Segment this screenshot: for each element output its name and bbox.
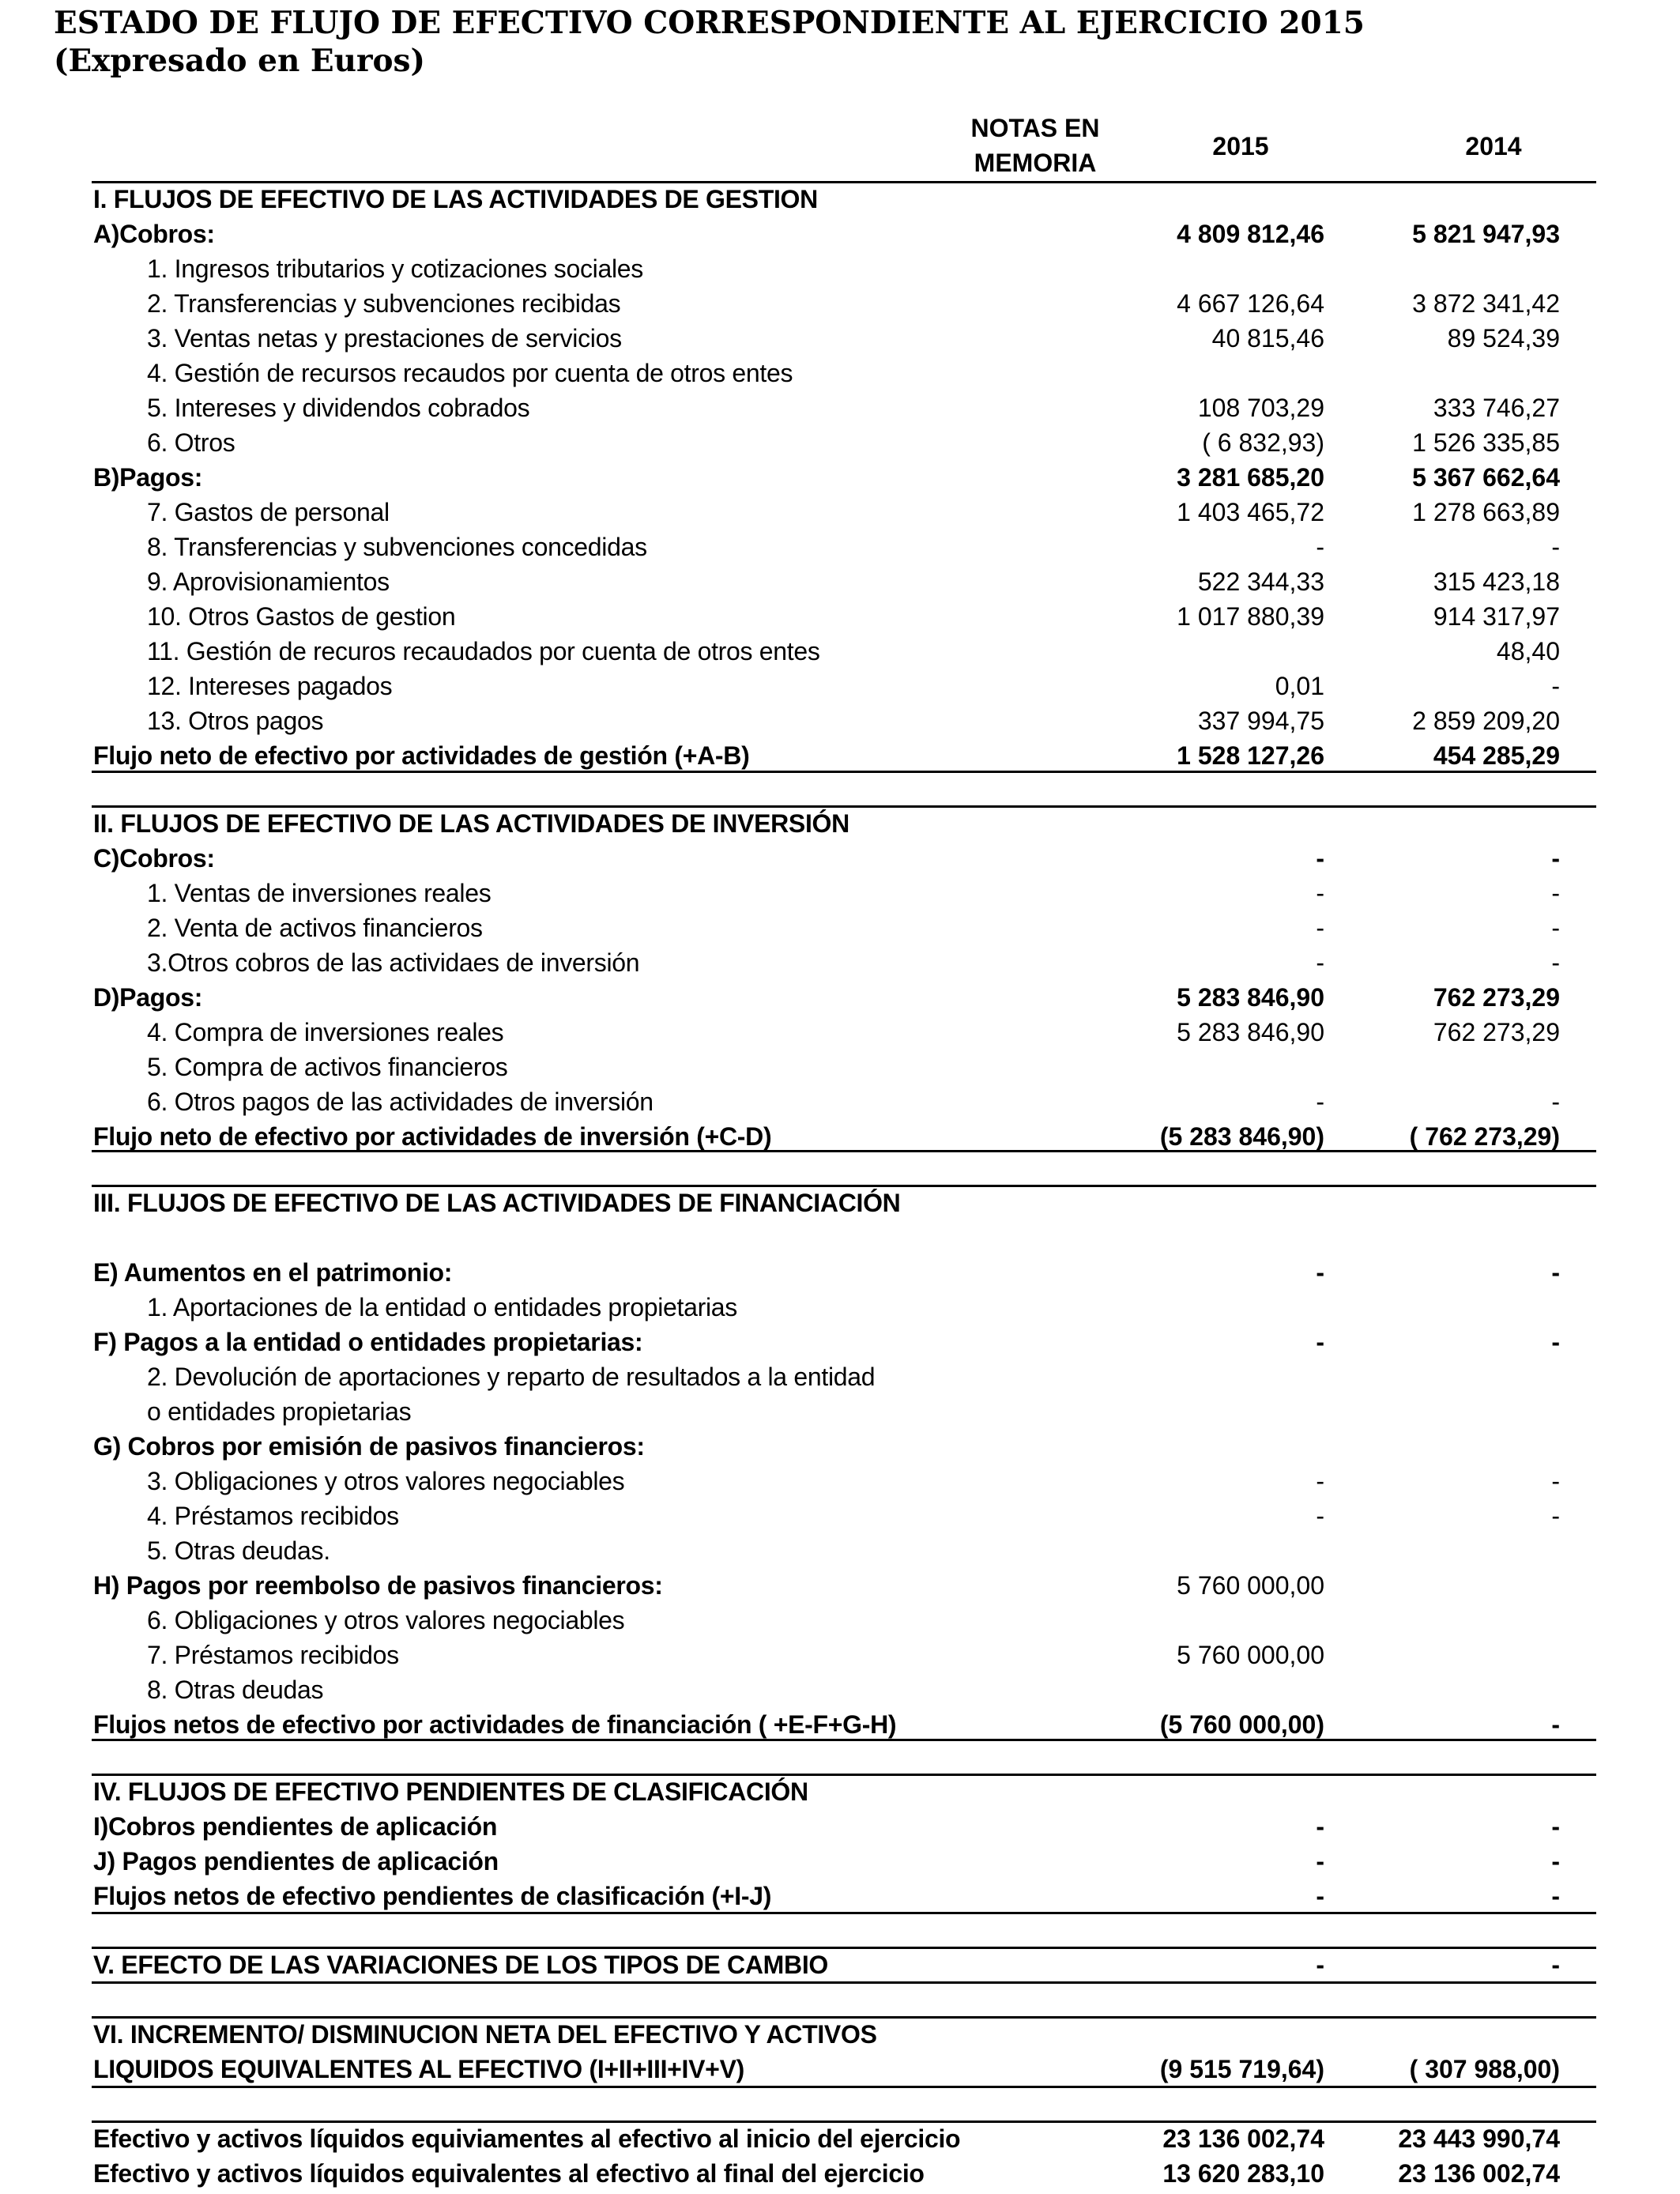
- row-label: 4. Préstamos recibidos: [147, 1502, 399, 1530]
- value-2015: -: [1316, 1951, 1324, 1979]
- table-row: [0, 806, 1680, 841]
- row-label: 11. Gestión de recuros recaudados por cuenta de otros entes: [147, 637, 820, 665]
- table-row: [0, 321, 1680, 356]
- value-2014: 762 273,29: [1433, 983, 1560, 1012]
- row-label: LIQUIDOS EQUIVALENTES AL EFECTIVO (I+II+III+IV+V): [93, 2055, 744, 2083]
- row-label: 4. Compra de inversiones reales: [147, 1018, 504, 1046]
- row-label: 10. Otros Gastos de gestion: [147, 602, 456, 631]
- row-label: 12. Intereses pagados: [147, 672, 393, 700]
- value-2014: 454 285,29: [1433, 741, 1560, 770]
- value-2014: ( 762 273,29): [1409, 1122, 1560, 1151]
- table-row: [0, 2052, 1680, 2087]
- table-row: [0, 1394, 1680, 1429]
- table-row: [0, 390, 1680, 425]
- table-row: [0, 1707, 1680, 1742]
- table-row: [0, 1947, 1680, 1982]
- table-row: [0, 1844, 1680, 1879]
- value-2014: 3 872 341,42: [1412, 289, 1560, 318]
- value-2014: -: [1551, 1258, 1560, 1287]
- row-label: 9. Aprovisionamientos: [147, 567, 390, 596]
- value-2014: ( 307 988,00): [1409, 2055, 1560, 2083]
- value-2015: 337 994,75: [1197, 707, 1324, 735]
- value-2014: -: [1551, 1467, 1560, 1495]
- table-row: [0, 1533, 1680, 1568]
- table-row: [0, 1050, 1680, 1084]
- table-row: [0, 356, 1680, 390]
- value-2014: -: [1551, 879, 1560, 907]
- table-row: [0, 217, 1680, 251]
- row-label: F) Pagos a la entidad o entidades propietarias:: [93, 1328, 643, 1356]
- row-label: 5. Otras deudas.: [147, 1536, 330, 1565]
- table-row: [0, 1186, 1680, 1220]
- row-label: IV. FLUJOS DE EFECTIVO PENDIENTES DE CLASIFICACIÓN: [93, 1777, 808, 1806]
- value-2014: -: [1551, 948, 1560, 977]
- table-row: [0, 945, 1680, 980]
- table-row: [0, 876, 1680, 910]
- table-row: [0, 495, 1680, 530]
- table-row: [0, 599, 1680, 634]
- row-label: 6. Obligaciones y otros valores negociables: [147, 1606, 625, 1634]
- value-2015: (5 760 000,00): [1159, 1710, 1324, 1739]
- row-label: 2. Transferencias y subvenciones recibidas: [147, 289, 621, 318]
- value-2014: 1 278 663,89: [1412, 498, 1560, 526]
- row-label: Efectivo y activos líquidos equivalentes al efectivo al final del ejercicio: [93, 2159, 925, 2188]
- value-2014: -: [1551, 1812, 1560, 1841]
- value-2014: -: [1551, 1088, 1560, 1116]
- row-label: A)Cobros:: [93, 220, 215, 248]
- value-2015: 5 760 000,00: [1177, 1641, 1324, 1669]
- table-row: [0, 425, 1680, 460]
- table-row: [0, 1672, 1680, 1707]
- value-2015: 1 528 127,26: [1177, 741, 1324, 770]
- row-label: D)Pagos:: [93, 983, 203, 1012]
- table-row: [0, 1015, 1680, 1050]
- value-2014: -: [1551, 672, 1560, 700]
- table-row: [0, 530, 1680, 564]
- row-label: B)Pagos:: [93, 463, 203, 492]
- value-2014: -: [1551, 1710, 1560, 1739]
- value-2014: -: [1551, 1502, 1560, 1530]
- row-label: 6. Otros: [147, 428, 235, 457]
- row-label: o entidades propietarias: [147, 1397, 412, 1426]
- table-row: [0, 1084, 1680, 1119]
- row-label: 7. Préstamos recibidos: [147, 1641, 399, 1669]
- value-2015: 4 809 812,46: [1177, 220, 1324, 248]
- table-row: [0, 182, 1680, 217]
- value-2015: (5 283 846,90): [1159, 1122, 1324, 1151]
- value-2015: (9 515 719,64): [1159, 2055, 1324, 2083]
- table-row: [0, 564, 1680, 599]
- row-label: 7. Gastos de personal: [147, 498, 390, 526]
- row-label: I)Cobros pendientes de aplicación: [93, 1812, 498, 1841]
- value-2015: 5 283 846,90: [1177, 983, 1324, 1012]
- row-label: Flujos netos de efectivo por actividades de financiación ( +E-F+G-H): [93, 1710, 897, 1739]
- value-2015: -: [1316, 948, 1324, 977]
- value-2015: 3 281 685,20: [1177, 463, 1324, 492]
- value-2015: 4 667 126,64: [1177, 289, 1324, 318]
- row-label: 6. Otros pagos de las actividades de inversión: [147, 1088, 654, 1116]
- value-2015: -: [1316, 1328, 1324, 1356]
- column-header-2014: 2014: [1465, 132, 1522, 160]
- row-label: 8. Transferencias y subvenciones concedidas: [147, 533, 647, 561]
- value-2015: 13 620 283,10: [1162, 2159, 1324, 2188]
- value-2014: 315 423,18: [1433, 567, 1560, 596]
- value-2014: 762 273,29: [1433, 1018, 1560, 1046]
- statement-subtitle: (Expresado en Euros): [54, 43, 425, 79]
- value-2015: -: [1316, 1088, 1324, 1116]
- row-label: 5. Intereses y dividendos cobrados: [147, 394, 530, 422]
- value-2015: ( 6 832,93): [1202, 428, 1324, 457]
- row-label: II. FLUJOS DE EFECTIVO DE LAS ACTIVIDADES DE INVERSIÓN: [93, 809, 849, 838]
- value-2014: -: [1551, 844, 1560, 873]
- value-2014: 23 136 002,74: [1398, 2159, 1560, 2188]
- statement-title: ESTADO DE FLUJO DE EFECTIVO CORRESPONDIENTE AL EJERCICIO 2015: [54, 5, 1365, 41]
- row-label: III. FLUJOS DE EFECTIVO DE LAS ACTIVIDADES DE FINANCIACIÓN: [93, 1189, 901, 1217]
- value-2014: -: [1551, 1328, 1560, 1356]
- table-row: [0, 669, 1680, 703]
- row-label: E) Aumentos en el patrimonio:: [93, 1258, 453, 1287]
- value-2014: 48,40: [1496, 637, 1560, 665]
- row-label: VI. INCREMENTO/ DISMINUCION NETA DEL EFECTIVO Y ACTIVOS: [93, 2020, 877, 2049]
- row-label: 1. Ingresos tributarios y cotizaciones sociales: [147, 254, 643, 283]
- column-header-notas: NOTAS EN MEMORIA: [970, 114, 1100, 177]
- table-row: [0, 1255, 1680, 1290]
- value-2015: -: [1316, 914, 1324, 942]
- value-2014: 1 526 335,85: [1412, 428, 1560, 457]
- table-row: [0, 1603, 1680, 1638]
- row-label: I. FLUJOS DE EFECTIVO DE LAS ACTIVIDADES DE GESTION: [93, 185, 818, 213]
- table-row: [0, 2017, 1680, 2052]
- value-2015: 5 760 000,00: [1177, 1571, 1324, 1600]
- row-label: Efectivo y activos líquidos equiviamentes al efectivo al inicio del ejercicio: [93, 2124, 961, 2153]
- value-2015: 5 283 846,90: [1177, 1018, 1324, 1046]
- row-label: 1. Ventas de inversiones reales: [147, 879, 492, 907]
- row-label: 13. Otros pagos: [147, 707, 324, 735]
- row-label: J) Pagos pendientes de aplicación: [93, 1847, 499, 1875]
- row-label: Flujos netos de efectivo pendientes de clasificación (+I-J): [93, 1882, 772, 1910]
- table-row: [0, 1879, 1680, 1913]
- value-2015: -: [1316, 1847, 1324, 1875]
- table-row: [0, 251, 1680, 286]
- value-2015: 40 815,46: [1211, 324, 1324, 352]
- table-row: [0, 1290, 1680, 1325]
- table-row: [0, 460, 1680, 495]
- table-row: [0, 841, 1680, 876]
- value-2015: -: [1316, 533, 1324, 561]
- value-2015: -: [1316, 1467, 1324, 1495]
- row-label: 3.Otros cobros de las actividaes de inversión: [147, 948, 640, 977]
- value-2014: 5 367 662,64: [1412, 463, 1560, 492]
- value-2014: -: [1551, 1847, 1560, 1875]
- value-2014: -: [1551, 1951, 1560, 1979]
- value-2014: 914 317,97: [1433, 602, 1560, 631]
- value-2015: -: [1316, 1812, 1324, 1841]
- value-2015: -: [1316, 879, 1324, 907]
- table-row: [0, 1429, 1680, 1464]
- value-2015: -: [1316, 1882, 1324, 1910]
- row-label: V. EFECTO DE LAS VARIACIONES DE LOS TIPOS DE CAMBIO: [93, 1951, 829, 1979]
- value-2014: 2 859 209,20: [1412, 707, 1560, 735]
- row-label: G) Cobros por emisión de pasivos financieros:: [93, 1432, 645, 1461]
- table-row: [0, 1638, 1680, 1672]
- row-label: 1. Aportaciones de la entidad o entidades propietarias: [147, 1293, 738, 1321]
- table-row: [0, 2156, 1680, 2191]
- value-2015: 1 403 465,72: [1177, 498, 1324, 526]
- table-row: [0, 1325, 1680, 1359]
- table-row: [0, 910, 1680, 945]
- row-label: Flujo neto de efectivo por actividades de inversión (+C-D): [93, 1122, 772, 1151]
- row-label: 5. Compra de activos financieros: [147, 1053, 508, 1081]
- value-2014: 89 524,39: [1447, 324, 1560, 352]
- value-2014: 23 443 990,74: [1398, 2124, 1560, 2153]
- table-row: [0, 1568, 1680, 1603]
- row-label: 2. Devolución de aportaciones y reparto de resultados a la entidad: [147, 1363, 876, 1391]
- row-label: 3. Ventas netas y prestaciones de servicios: [147, 324, 622, 352]
- table-row: [0, 738, 1680, 773]
- row-label: 3. Obligaciones y otros valores negociables: [147, 1467, 625, 1495]
- row-label: 8. Otras deudas: [147, 1676, 324, 1704]
- table-row: [0, 980, 1680, 1015]
- value-2015: 108 703,29: [1197, 394, 1324, 422]
- value-2015: -: [1316, 1258, 1324, 1287]
- value-2015: -: [1316, 1502, 1324, 1530]
- column-header-2015: 2015: [1212, 132, 1269, 160]
- row-label: C)Cobros:: [93, 844, 215, 873]
- value-2014: -: [1551, 1882, 1560, 1910]
- table-row: [0, 1464, 1680, 1498]
- table-row: [0, 2121, 1680, 2156]
- row-label: 4. Gestión de recursos recaudos por cuenta de otros entes: [147, 359, 793, 387]
- value-2014: 5 821 947,93: [1412, 220, 1560, 248]
- table-row: [0, 1498, 1680, 1533]
- value-2015: 0,01: [1275, 672, 1324, 700]
- value-2014: 333 746,27: [1433, 394, 1560, 422]
- table-row: [0, 1119, 1680, 1154]
- table-row: [0, 1359, 1680, 1394]
- table-row: [0, 634, 1680, 669]
- value-2014: -: [1551, 914, 1560, 942]
- row-label: Flujo neto de efectivo por actividades de gestión (+A-B): [93, 741, 750, 770]
- value-2015: 1 017 880,39: [1177, 602, 1324, 631]
- value-2014: -: [1551, 533, 1560, 561]
- row-label: H) Pagos por reembolso de pasivos financieros:: [93, 1571, 663, 1600]
- table-row: [0, 1774, 1680, 1809]
- table-row: [0, 703, 1680, 738]
- value-2015: -: [1316, 844, 1324, 873]
- value-2015: 23 136 002,74: [1162, 2124, 1324, 2153]
- value-2015: 522 344,33: [1197, 567, 1324, 596]
- table-row: [0, 286, 1680, 321]
- row-label: 2. Venta de activos financieros: [147, 914, 483, 942]
- table-row: [0, 1809, 1680, 1844]
